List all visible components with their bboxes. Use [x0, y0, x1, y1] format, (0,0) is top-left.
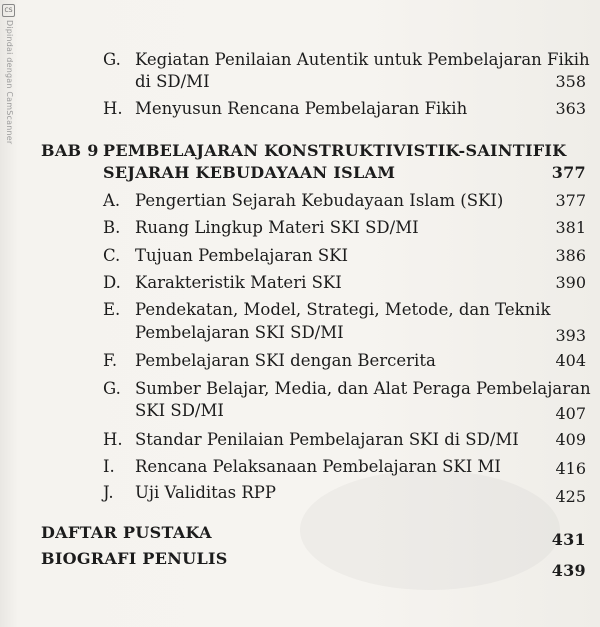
chapter-page-number: 377 [551, 163, 586, 182]
chapter-title: PEMBELAJARAN KONSTRUKTIVISTIK-SAINTIFIK [103, 141, 567, 160]
toc-page-number: 409 [555, 430, 586, 449]
toc-page-number: 363 [555, 99, 586, 118]
toc-entry-text: Rencana Pelaksanaan Pembelajaran SKI MI [135, 457, 501, 476]
toc-page-number: 358 [555, 72, 586, 91]
toc-letter: H. [103, 430, 123, 449]
toc-letter: J. [103, 483, 114, 502]
cs-icon: CS [2, 4, 15, 17]
toc-letter: D. [103, 273, 121, 292]
toc-entry-text-cont: Pembelajaran SKI SD/MI [135, 323, 344, 342]
back-matter-label: BIOGRAFI PENULIS [41, 549, 228, 568]
toc-entry-text: Ruang Lingkup Materi SKI SD/MI [135, 218, 419, 237]
toc-entry-text: Tujuan Pembelajaran SKI [135, 246, 348, 265]
toc-entry-text-cont: SKI SD/MI [135, 401, 224, 420]
toc-page-number: 425 [555, 487, 586, 506]
toc-letter: G. [103, 379, 121, 398]
toc-entry-text-cont: di SD/MI [135, 72, 210, 91]
back-matter-label: DAFTAR PUSTAKA [41, 523, 212, 542]
toc-letter: E. [103, 300, 121, 319]
toc-entry-text: Menyusun Rencana Pembelajaran Fikih [135, 99, 468, 118]
toc-entry-text: Pengertian Sejarah Kebudayaan Islam (SKI) [135, 191, 504, 210]
toc-letter: C. [103, 246, 121, 265]
toc-page-number: 390 [555, 273, 586, 292]
toc-page-number: 377 [555, 191, 586, 210]
toc-letter: F. [103, 351, 118, 370]
toc-entry-text: Pembelajaran SKI dengan Bercerita [135, 351, 436, 370]
toc-entry-text: Uji Validitas RPP [135, 483, 276, 502]
toc-page-number: 386 [555, 246, 586, 265]
watermark-text: Dipindai dengan CamScanner [5, 20, 14, 145]
back-matter-page-number: 431 [551, 530, 586, 549]
toc-page-number: 416 [555, 459, 586, 478]
toc-letter: B. [103, 218, 121, 237]
chapter-title-cont: SEJARAH KEBUDAYAAN ISLAM [103, 163, 396, 182]
toc-letter: A. [103, 191, 121, 210]
toc-entry-text: Sumber Belajar, Media, dan Alat Peraga Pembelajaran [135, 379, 591, 398]
toc-page-number: 393 [555, 326, 586, 345]
toc-entry-text: Karakteristik Materi SKI [135, 273, 342, 292]
toc-page-number: 407 [555, 404, 586, 423]
toc-page-number: 381 [555, 218, 586, 237]
toc-entry-text: Pendekatan, Model, Strategi, Metode, dan Teknik [135, 300, 551, 319]
toc-entry-text: Kegiatan Penilaian Autentik untuk Pembelajaran Fikih [135, 50, 590, 69]
bleed-through-shadow [300, 470, 560, 590]
toc-entry-text: Standar Penilaian Pembelajaran SKI di SD/MI [135, 430, 519, 449]
toc-letter: H. [103, 99, 123, 118]
toc-page-number: 404 [555, 351, 586, 370]
toc-letter: G. [103, 50, 121, 69]
back-matter-page-number: 439 [551, 561, 586, 580]
scanner-watermark [2, 4, 14, 154]
chapter-label: BAB 9 [41, 141, 99, 160]
toc-letter: I. [103, 457, 115, 476]
